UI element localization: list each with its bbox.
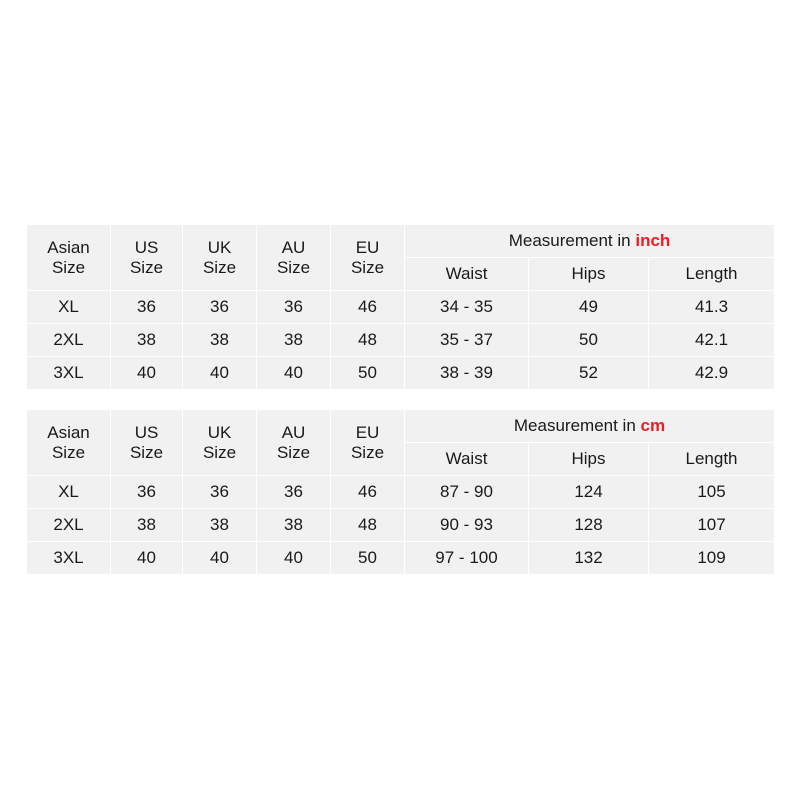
- cell-us-size: 36: [111, 291, 183, 324]
- header-line2: Size: [276, 442, 311, 462]
- table-row: [27, 357, 775, 390]
- header-line1: AU: [281, 238, 306, 258]
- cell-us-size: 40: [111, 542, 183, 575]
- measurement-prefix: Measurement in: [508, 231, 631, 251]
- cell-au-size: 36: [257, 291, 331, 324]
- size-table-cm: [26, 409, 775, 575]
- header-line2: Size: [276, 257, 311, 277]
- header-line1: UK: [207, 423, 232, 443]
- cell-length: 42.1: [649, 324, 775, 357]
- column-header-waist: Waist: [405, 258, 529, 291]
- column-header-uk-size: [183, 410, 257, 476]
- cell-uk-size: 36: [183, 291, 257, 324]
- measurement-unit: inch: [635, 231, 671, 251]
- column-header-eu-size: [331, 410, 405, 476]
- cell-waist: 87 - 90: [405, 476, 529, 509]
- cell-au-size: 40: [257, 357, 331, 390]
- table-header-row: [27, 410, 775, 443]
- cell-us-size: 36: [111, 476, 183, 509]
- cell-length: 109: [649, 542, 775, 575]
- header-line2: Size: [202, 442, 237, 462]
- cell-asian-size: XL: [27, 291, 111, 324]
- cell-hips: 124: [529, 476, 649, 509]
- column-header-asian-size: [27, 225, 111, 291]
- header-line2: Size: [350, 257, 385, 277]
- cell-length: 41.3: [649, 291, 775, 324]
- cell-asian-size: 3XL: [27, 542, 111, 575]
- table-row: [27, 542, 775, 575]
- table-row: [27, 291, 775, 324]
- cell-uk-size: 38: [183, 509, 257, 542]
- header-line1: US: [134, 238, 159, 258]
- header-line1: Asian: [47, 423, 90, 443]
- cell-waist: 90 - 93: [405, 509, 529, 542]
- size-chart-container: [26, 224, 774, 575]
- header-line1: AU: [281, 423, 306, 443]
- cell-us-size: 40: [111, 357, 183, 390]
- column-header-waist: Waist: [405, 443, 529, 476]
- cell-hips: 50: [529, 324, 649, 357]
- cell-eu-size: 48: [331, 324, 405, 357]
- cell-hips: 52: [529, 357, 649, 390]
- header-line2: Size: [51, 257, 86, 277]
- column-header-us-size: [111, 410, 183, 476]
- cell-au-size: 38: [257, 324, 331, 357]
- header-line1: Asian: [47, 238, 90, 258]
- column-header-hips: Hips: [529, 443, 649, 476]
- cell-eu-size: 46: [331, 291, 405, 324]
- cell-length: 107: [649, 509, 775, 542]
- header-line1: UK: [207, 238, 232, 258]
- column-header-au-size: [257, 225, 331, 291]
- table-row: [27, 509, 775, 542]
- cell-uk-size: 40: [183, 542, 257, 575]
- cell-hips: 49: [529, 291, 649, 324]
- column-header-eu-size: [331, 225, 405, 291]
- column-header-hips: Hips: [529, 258, 649, 291]
- cell-au-size: 40: [257, 542, 331, 575]
- header-line2: Size: [350, 442, 385, 462]
- cell-eu-size: 50: [331, 542, 405, 575]
- column-header-length: Length: [649, 443, 775, 476]
- measurement-prefix: Measurement in: [513, 416, 636, 436]
- size-table-inch: [26, 224, 775, 390]
- cell-asian-size: 2XL: [27, 509, 111, 542]
- table-row: [27, 324, 775, 357]
- cell-asian-size: XL: [27, 476, 111, 509]
- header-line1: US: [134, 423, 159, 443]
- table-divider: [26, 390, 774, 409]
- header-line2: Size: [51, 442, 86, 462]
- cell-hips: 128: [529, 509, 649, 542]
- cell-au-size: 38: [257, 509, 331, 542]
- table-row: [27, 476, 775, 509]
- cell-hips: 132: [529, 542, 649, 575]
- header-line2: Size: [129, 442, 164, 462]
- header-line2: Size: [202, 257, 237, 277]
- measurement-unit-title-inch: [405, 225, 775, 258]
- cell-waist: 97 - 100: [405, 542, 529, 575]
- cell-eu-size: 48: [331, 509, 405, 542]
- cell-waist: 35 - 37: [405, 324, 529, 357]
- cell-waist: 34 - 35: [405, 291, 529, 324]
- cell-length: 105: [649, 476, 775, 509]
- table-header-row: [27, 225, 775, 258]
- header-line1: EU: [355, 238, 380, 258]
- column-header-asian-size: [27, 410, 111, 476]
- column-header-uk-size: [183, 225, 257, 291]
- cell-length: 42.9: [649, 357, 775, 390]
- column-header-us-size: [111, 225, 183, 291]
- measurement-unit: cm: [640, 416, 666, 436]
- cell-eu-size: 50: [331, 357, 405, 390]
- column-header-length: Length: [649, 258, 775, 291]
- header-line2: Size: [129, 257, 164, 277]
- cell-eu-size: 46: [331, 476, 405, 509]
- cell-uk-size: 38: [183, 324, 257, 357]
- measurement-unit-title-cm: [405, 410, 775, 443]
- column-header-au-size: [257, 410, 331, 476]
- cell-uk-size: 36: [183, 476, 257, 509]
- cell-asian-size: 3XL: [27, 357, 111, 390]
- cell-us-size: 38: [111, 509, 183, 542]
- cell-us-size: 38: [111, 324, 183, 357]
- cell-au-size: 36: [257, 476, 331, 509]
- cell-asian-size: 2XL: [27, 324, 111, 357]
- cell-uk-size: 40: [183, 357, 257, 390]
- header-line1: EU: [355, 423, 380, 443]
- cell-waist: 38 - 39: [405, 357, 529, 390]
